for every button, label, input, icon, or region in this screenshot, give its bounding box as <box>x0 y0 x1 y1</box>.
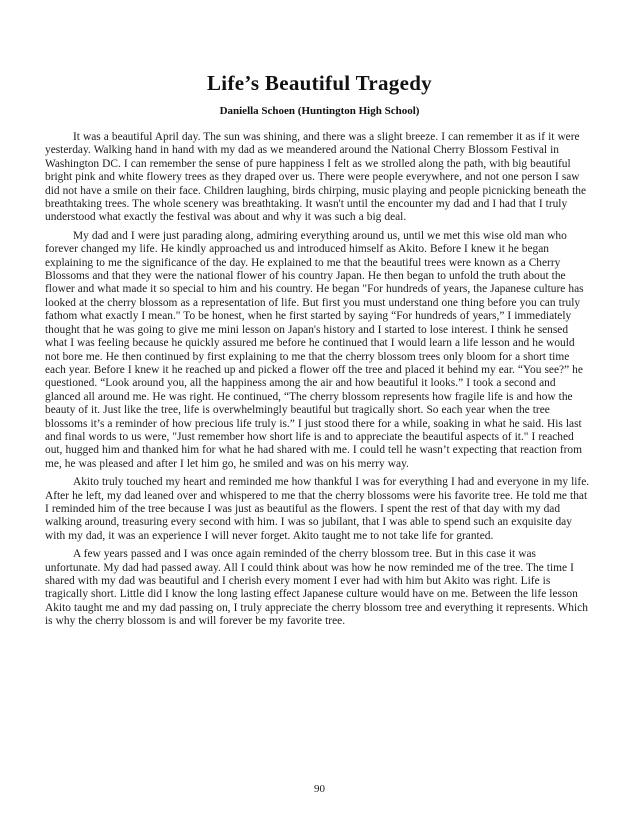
essay-paragraph-4: A few years passed and I was once again reminded of the cherry blossom tree. But in this case it was unfortunate. My dad had passed away. All I could think about was how he now reminded me of the tree. The time I shared with my dad was beautiful and I cherish every moment I ever had with him but Akito was right. Life is tragically short. Little did I know the long lasting effect Japanese culture would have on me. Between the life lesson Akito taught me and my dad passing on, I truly appreciate the cherry blossom tree and everything it represents. Which is why the cherry blossom is and will forever be my favorite tree. <box>45 548 588 628</box>
essay-paragraph-2: My dad and I were just parading along, admiring everything around us, until we met this wise old man who forever changed my life. He kindly approached us and introduced himself as Akito. Before I knew it he began explaining to me the significance of the day. He explained to me that the beautiful trees were known as a Cherry Blossoms and that they were the national flower of his country Japan. He then began to unfold the truth about the flower and what made it so special to him and his country. He began "For hundreds of years, the Japanese culture has looked at the cherry blossom as a representation of life. But first you must understand one thing before you can truly fathom what exactly I mean." To be honest, when he first started by saying “For hundreds of years,” I immediately thought that he was going to give me mini lesson on Japan's history and I started to lose interest. I think he sensed what I was feeling because he quickly assured me before he continued that I would learn a life lesson and he would not bore me. He then continued by first explaining to me that the cherry blossom trees only bloom for a short time each year. Before I knew it he reached up and picked a flower off the tree and placed it behind my ear. “You see?” he questioned. “Look around you, all the happiness among the air and how beautiful it looks.” I took a second and glanced all around me. He was right. He continued, “The cherry blossom represents how fragile life is and how the beauty of it. Just like the tree, life is overwhelmingly beautiful but tragically short. So each year when the tree blossoms it’s a reminder of how precious life truly is.” I just stood there for a while, soaking in what he said. His last and final words to us were, "Just remember how short life is and to appreciate the beautiful aspects of it." I reached out, hugged him and thanked him for what he had shared with me. I could tell he wasn’t expecting that reaction from me, he was pleased and after I let him go, he smiled and was on his merry way. <box>45 229 584 470</box>
page-number: 90 <box>314 783 325 795</box>
page-title: Life’s Beautiful Tragedy <box>207 71 432 95</box>
essay-paragraph-1: It was a beautiful April day. The sun was shining, and there was a slight breeze. I can remember it as if it were yesterday. Walking hand in hand with my dad as we meandered around the National Cherry Blossom Festival in Washington DC. I can remember the sense of pure happiness I felt as we strolled along the path, with big beautiful bright pink and white flowery trees as they draped over us. There were people everywhere, and not one person I saw did not have a smile on their face. Children laughing, birds chirping, music playing and people picnicking beneath the breathtaking trees. The whole scenery was breathtaking. It wasn't until the encounter my dad and I had that I truly understood what exactly the festival was about and why it was such a big deal. <box>45 131 587 224</box>
essay-body <box>45 131 592 629</box>
byline: Daniella Schoen (Huntington High School) <box>219 105 420 117</box>
essay-paragraph-3: Akito truly touched my heart and reminded me how thankful I was for everything I had and everyone in my life. After he left, my dad leaned over and whispered to me that the cherry blossoms were his favorite tree. He told me that I reminded him of the tree because I was just as beautiful as the flowers. I spent the rest of that day with my dad walking around, treasuring every second with him. I was so jubilant, that I was able to spend such an exquisite day with my dad, it was an experience I will never forget. Akito taught me to not take life for granted. <box>45 476 590 542</box>
